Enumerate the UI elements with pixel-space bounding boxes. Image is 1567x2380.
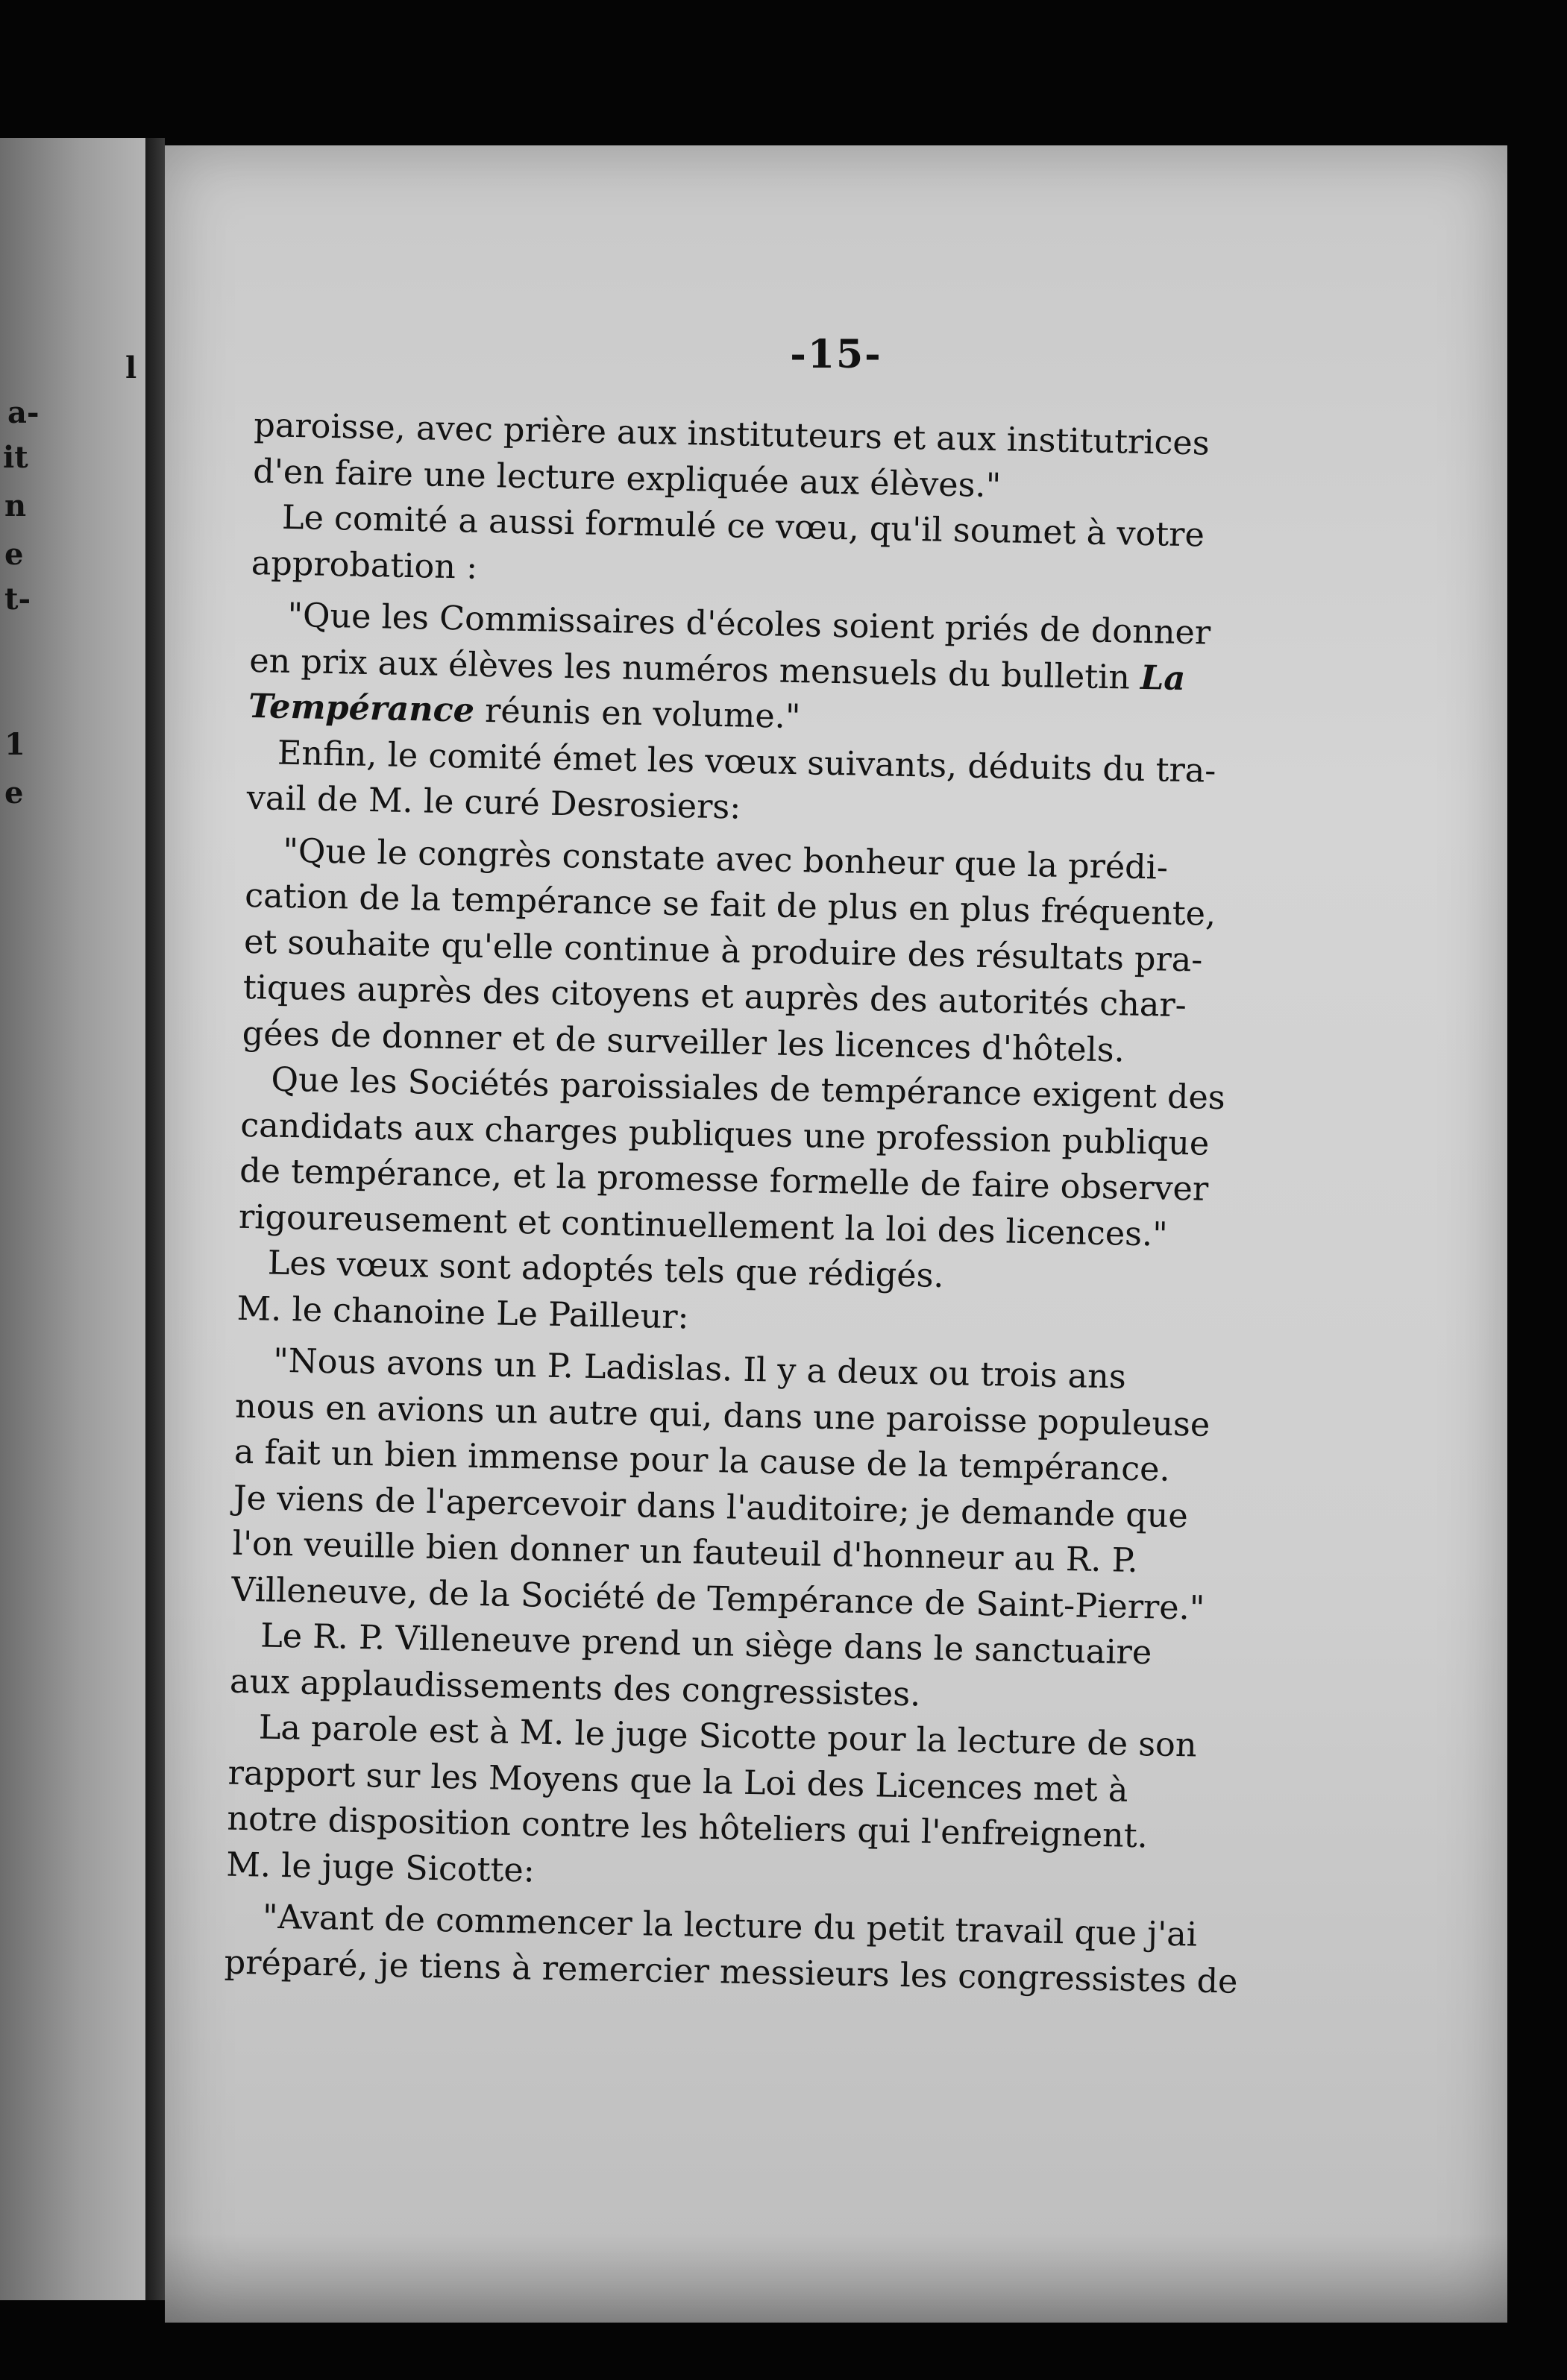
fragment: n — [4, 488, 27, 523]
text-line: "Avant de commencer la lecture du petit travail que j'ai — [262, 1898, 1198, 1954]
text-line: cation de la tempérance se fait de plus en plus fréquente, — [244, 876, 1216, 934]
text-line: M. le juge Sicotte: — [225, 1845, 536, 1890]
text-line: gées de donner et de surveiller les licences d'hôtels. — [242, 1014, 1125, 1070]
fragment: t- — [4, 582, 31, 617]
text-line: aux applaudissements des congressistes. — [229, 1662, 921, 1713]
text-line: et souhaite qu'elle continue à produire des résultats pra- — [243, 922, 1203, 980]
text-line: Le R. P. Villeneuve prend un siège dans le sanctuaire — [260, 1616, 1152, 1672]
text-line: a fait un bien immense pour la cause de la tempérance. — [233, 1432, 1171, 1489]
fragment: it — [3, 440, 28, 475]
text-line: "Nous avons un P. Ladislas. Il y a deux ou trois ans — [272, 1341, 1127, 1397]
text-line-part: réunis en volume." — [484, 692, 801, 737]
text-line: approbation : — [251, 544, 478, 587]
text-line: La parole est à M. le juge Sicotte pour la lecture de son — [258, 1708, 1198, 1765]
text-line: Enfin, le comité émet les vœux suivants, déduits du tra- — [277, 734, 1216, 790]
text-line: M. le chanoine Le Pailleur: — [236, 1289, 690, 1336]
text-line: nous en avions un autre qui, dans une paroisse populeuse — [234, 1387, 1210, 1444]
text-line: d'en faire une lecture expliquée aux élèves." — [252, 452, 1002, 505]
text-line: rigoureusement et continuellement la loi des licences." — [238, 1197, 1169, 1254]
text-line: notre disposition contre les hôteliers qui l'enfreignent. — [227, 1799, 1149, 1856]
italic-title: Tempérance — [248, 686, 475, 730]
text-line: Le comité a aussi formulé ce vœu, qu'il soumet à votre — [281, 498, 1205, 555]
fragment: e — [4, 775, 24, 810]
text-line: de tempérance, et la promesse formelle de faire observer — [239, 1151, 1209, 1209]
fragment: a- — [7, 395, 40, 430]
page-number: -15- — [790, 332, 882, 377]
text-line: Les vœux sont adoptés tels que rédigés. — [267, 1244, 945, 1295]
fragment: l — [125, 350, 137, 385]
text-line: "Que les Commissaires d'écoles soient priés de donner — [287, 596, 1211, 652]
text-line: vail de M. le curé Desrosiers: — [246, 778, 741, 827]
fragment: e — [4, 537, 24, 572]
text-line: Villeneuve, de la Société de Tempérance de Saint-Pierre." — [230, 1570, 1205, 1628]
text-line: l'on veuille bien donner un fauteuil d'honneur au R. P. — [232, 1524, 1139, 1581]
text-line: préparé, je tiens à remercier messieurs les congressistes de — [224, 1943, 1238, 2001]
text-line: "Que le congrès constate avec bonheur que la prédi- — [282, 831, 1169, 887]
book-gutter — [145, 138, 165, 2300]
text-line: paroisse, avec prière aux instituteurs et aux institutrices — [253, 406, 1210, 463]
page-body — [224, 403, 1238, 2004]
book-page — [165, 145, 1507, 2323]
text-line: candidats aux charges publiques une profession publique — [239, 1106, 1210, 1163]
italic-title: La — [1140, 658, 1186, 698]
text-line: tiques auprès des citoyens et auprès des autorités char- — [242, 968, 1187, 1025]
text-line: Je viens de l'apercevoir dans l'auditoire; je demande que — [233, 1479, 1189, 1535]
text-line-part: en prix aux élèves les numéros mensuels du bulletin — [248, 641, 1131, 697]
previous-page-edge — [0, 138, 145, 2300]
page-bottom-shadow — [165, 2233, 1507, 2323]
text-line: Que les Sociétés paroissiales de tempérance exigent des — [271, 1060, 1226, 1118]
fragment: 1 — [4, 727, 25, 762]
text-line: rapport sur les Moyens que la Loi des Licences met à — [227, 1754, 1128, 1810]
